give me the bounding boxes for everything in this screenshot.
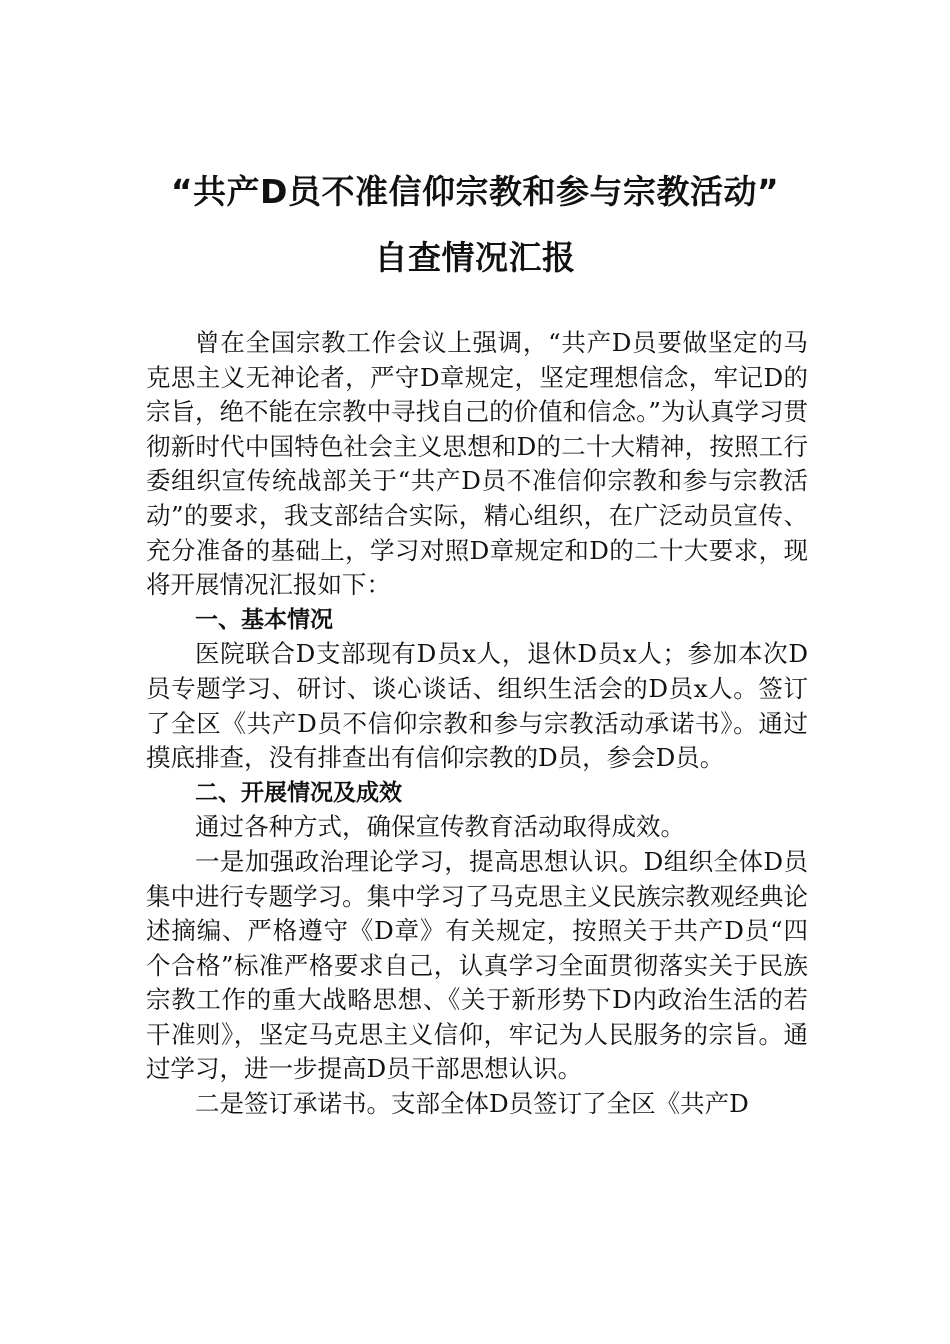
section1-paragraph: 医院联合D支部现有D员x人，退休D员x人；参加本次D员专题学习、研讨、谈心谈话、组织生活会的D员x人。签订了全区《共产D员不信仰宗教和参与宗教活动承诺书》。通过摸底排查，没有排查出有信仰宗教的D员，参会D员。: [146, 639, 808, 773]
section2-point2-paragraph: 二是签订承诺书。支部全体D员签订了全区《共产D: [195, 1089, 749, 1119]
section-heading-basic-situation: 一、基本情况: [195, 606, 333, 633]
intro-paragraph: 曾在全国宗教工作会议上强调，“共产D员要做坚定的马克思主义无神论者，严守D章规定，坚定理想信念，牢记D的宗旨，绝不能在宗教中寻找自己的价值和信念。”为认真学习贯彻新时代中国特色社会主义思想和D的二十大精神，按照工行委组织宣传统战部关于“共产D员不准信仰宗教和参与宗教活动”的要求，我支部结合实际，精心组织，在广泛动员宣传、充分准备的基础上，学习对照D章规定和D的二十大要求，现将开展情况汇报如下：: [146, 328, 808, 600]
section-heading-progress-results: 二、开展情况及成效: [195, 779, 402, 806]
section2-point1-paragraph: 一是加强政治理论学习，提高思想认识。D组织全体D员集中进行专题学习。集中学习了马克思主义民族宗教观经典论述摘编、严格遵守《D章》有关规定，按照关于共产D员“四个合格”标准严格要求自己，认真学习全面贯彻落实关于民族宗教工作的重大战略思想、《关于新形势下D内政治生活的若干准则》，坚定马克思主义信仰，牢记为人民服务的宗旨。通过学习，进一步提高D员干部思想认识。: [146, 846, 808, 1084]
document-title-line-1: “共产D员不准信仰宗教和参与宗教活动”: [170, 172, 780, 211]
document-body: [146, 326, 808, 1122]
section2-intro-paragraph: 通过各种方式，确保宣传教育活动取得成效。: [195, 812, 685, 842]
document-title-line-2: 自查情况汇报: [374, 238, 576, 277]
